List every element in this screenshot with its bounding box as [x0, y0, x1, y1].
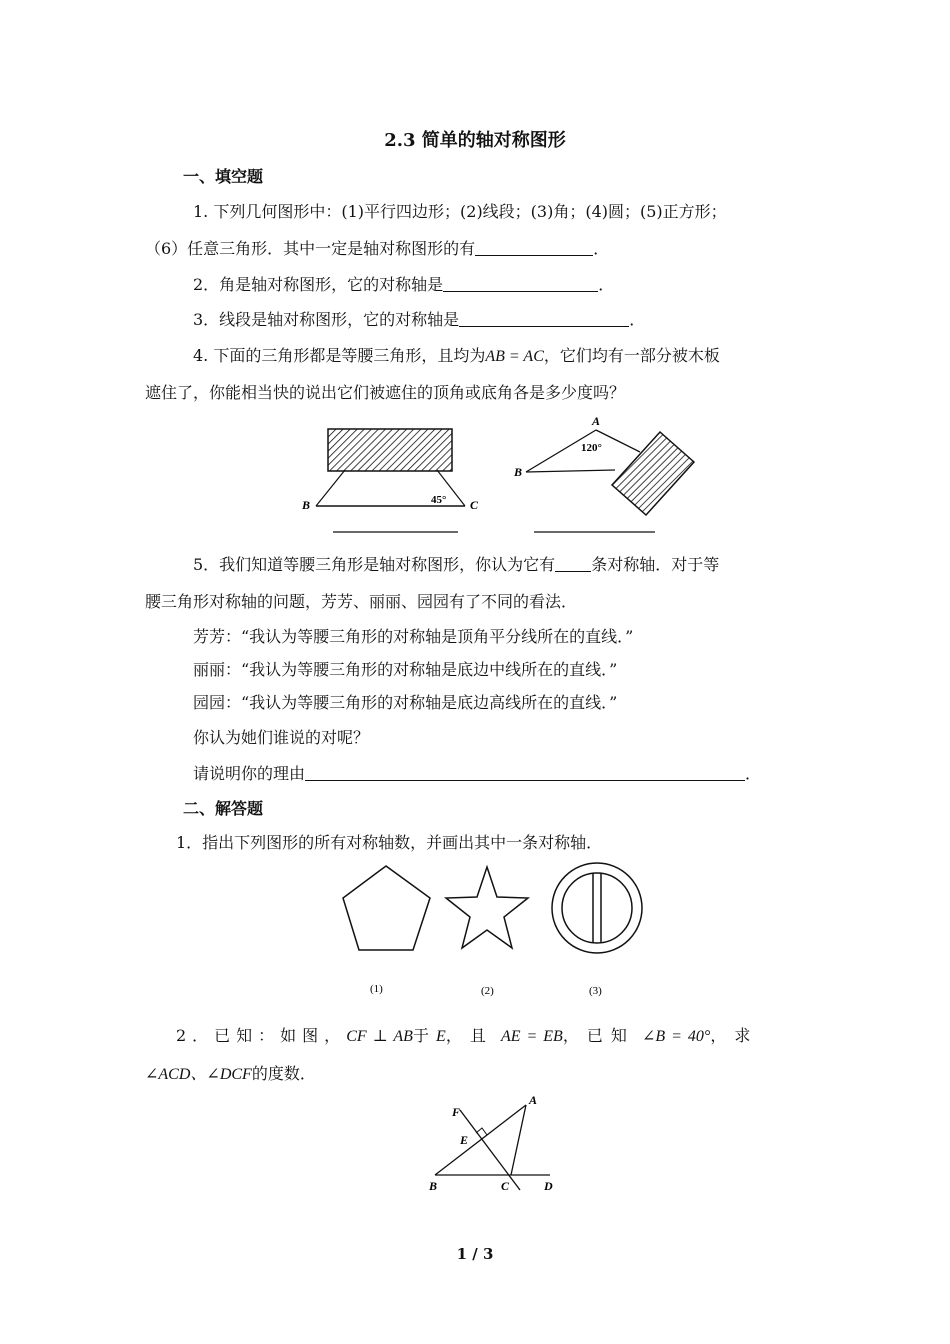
q3 — [193, 307, 645, 330]
figure-label-2: (2) — [481, 985, 494, 997]
s2q2-text-6: 的度数． — [251, 1064, 316, 1083]
q4-figure-1 — [301, 429, 479, 532]
s2q1-text: 1．指出下列图形的所有对称轴数，并画出其中一条对称轴． — [176, 833, 603, 852]
page-number: 1 / 3 — [456, 1245, 494, 1263]
q4-text-a: 4. 下面的三角形都是等腰三角形，且均为 — [193, 346, 486, 365]
figure-label-1: (1) — [370, 983, 383, 995]
label-c: C — [501, 1179, 510, 1193]
label-d: D — [544, 1179, 553, 1193]
label-a: A — [529, 1093, 538, 1107]
fig2-right-side — [596, 430, 640, 452]
s2q2-text-3: ，且 — [445, 1026, 494, 1045]
q5-reason-text: 请说明你的理由 — [193, 764, 306, 783]
s2q2-line1 — [176, 1023, 758, 1046]
q4-figures — [300, 415, 720, 545]
fig1-left-side — [316, 470, 345, 506]
fig1-board — [328, 429, 452, 471]
q2-text: 2．角是轴对称图形，它的对称轴是 — [193, 275, 444, 294]
fig2-angle-label: 120° — [581, 442, 602, 454]
s2q2-math-5: ∠ACD、∠DCF — [145, 1066, 252, 1083]
q2-period: ． — [598, 275, 615, 294]
q5-fangfang: 芳芳：“我认为等腰三角形的对称轴是顶角平分线所在的直线．” — [193, 627, 634, 646]
q4-line2: 遮住了，你能相当快的说出它们被遮住的顶角或底角各是多少度吗？ — [145, 383, 626, 402]
s2q2-text-5: ，求 — [710, 1026, 759, 1045]
fig2-base — [526, 470, 615, 472]
line-ba — [435, 1105, 526, 1175]
s2q2-math-4: ∠B = 40° — [641, 1028, 711, 1045]
fig2-label-a: A — [592, 415, 601, 428]
label-e: E — [460, 1133, 469, 1147]
q5-text-b: 条对称轴．对于等 — [591, 555, 720, 574]
s2q2-math-2: E — [436, 1028, 446, 1045]
s2q2-text-2: 于 — [412, 1026, 429, 1045]
q5-lili: 丽丽：“我认为等腰三角形的对称轴是底边中线所在的直线．” — [193, 660, 618, 679]
q1-period: ． — [593, 239, 610, 258]
q3-text: 3．线段是轴对称图形，它的对称轴是 — [193, 310, 460, 329]
q5-reason-blank[interactable] — [305, 764, 745, 781]
q1-answer-blank[interactable] — [475, 239, 593, 256]
q4-line1 — [193, 343, 720, 366]
circle-shape — [552, 863, 642, 953]
q3-answer-blank[interactable] — [459, 310, 629, 327]
figure-label-3: (3) — [589, 985, 602, 997]
q5-reason — [193, 761, 761, 784]
fig1-label-b: B — [302, 498, 311, 512]
s2q2-math-3: AE = EB — [500, 1028, 563, 1045]
q4-text-b: ，它们均有一部分被木板 — [543, 346, 720, 365]
page-title: 2.3 简单的轴对称图形 — [384, 130, 566, 151]
pentagon-shape — [343, 866, 430, 950]
fig1-angle-label: 45° — [431, 494, 447, 506]
label-f: F — [452, 1105, 461, 1119]
line-fc — [460, 1110, 520, 1190]
label-b: B — [429, 1179, 438, 1193]
q4-figure-2 — [513, 415, 694, 532]
q3-period: ． — [629, 310, 646, 329]
s2q2-line2 — [145, 1061, 316, 1084]
fig1-label-c: C — [470, 498, 479, 512]
s2q2-text-1: 2．已知：如图， — [176, 1026, 347, 1045]
fig2-label-b: B — [514, 465, 523, 479]
q4-math: AB = AC — [485, 348, 544, 365]
q5-line1 — [193, 552, 719, 575]
star-shape — [446, 867, 528, 948]
q2-answer-blank[interactable] — [443, 275, 598, 292]
q1-line2-text: （6）任意三角形．其中一定是轴对称图形的有 — [145, 239, 476, 258]
section-heading-fill-in: 一、填空题 — [183, 167, 264, 186]
q5-yuanyuan: 园园：“我认为等腰三角形的对称轴是底边高线所在的直线．” — [193, 693, 618, 712]
q2 — [193, 272, 614, 295]
s2q2-math-1: CF ⊥ AB — [346, 1028, 413, 1045]
q5-count-blank[interactable] — [555, 555, 591, 572]
s2q2-text-4: ，已知 — [562, 1026, 635, 1045]
q5-line2: 腰三角形对称轴的问题，芳芳、丽丽、园园有了不同的看法． — [145, 592, 578, 611]
s2q1-figures — [330, 858, 650, 1008]
q1-line1: 1. 下列几何图形中：(1)平行四边形；(2)线段；(3)角；(4)圆；(5)正方形； — [193, 202, 727, 221]
q1-line2 — [145, 236, 609, 259]
q5-question: 你认为她们谁说的对呢？ — [193, 728, 370, 747]
q5-text-a: 5．我们知道等腰三角形是轴对称图形，你认为它有 — [193, 555, 556, 574]
section-heading-answer: 二、解答题 — [183, 799, 264, 818]
s2q2-figure — [420, 1092, 570, 1202]
q5-period: ． — [745, 764, 762, 783]
